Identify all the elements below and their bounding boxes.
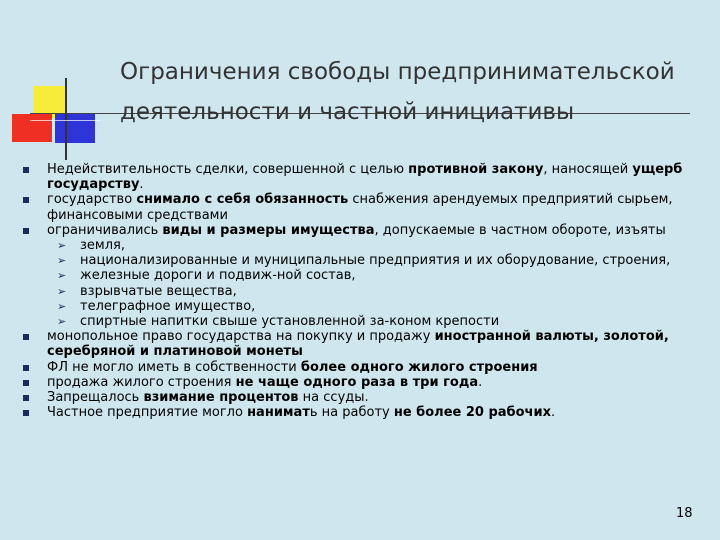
sub-item-text: земля, bbox=[80, 238, 125, 254]
square-bullet-icon bbox=[23, 410, 29, 416]
square-bullet-icon bbox=[23, 380, 29, 386]
item-text: , наносящей bbox=[543, 162, 633, 177]
item-text: Запрещалось bbox=[47, 390, 144, 406]
square-bullet-icon bbox=[23, 365, 29, 371]
item-text: монопольное право государства на покупку и продажу bbox=[47, 329, 435, 345]
square-bullet-icon bbox=[23, 228, 29, 234]
item-text: . bbox=[139, 177, 144, 193]
slide-title bbox=[120, 52, 710, 132]
list-item bbox=[20, 329, 692, 359]
item-text: Недействительность сделки, совершенной с целью bbox=[47, 162, 409, 177]
list-item bbox=[20, 405, 692, 420]
decor-vertical-line bbox=[65, 78, 67, 160]
list-item bbox=[20, 192, 692, 222]
list-item bbox=[20, 390, 692, 405]
sub-item-text: национализированные и муниципальные предприятия и их оборудование, строения, bbox=[80, 253, 671, 269]
item-bold-text: более одного жилого строения bbox=[300, 359, 538, 375]
page-number: 18 bbox=[676, 506, 693, 521]
square-bullet-icon bbox=[23, 167, 29, 173]
sub-list-item bbox=[20, 299, 692, 314]
slide-title-line-1: Ограничения свободы предпринимательской bbox=[120, 59, 675, 85]
item-text: , допускаемые в частном обороте, изъяты bbox=[374, 222, 666, 238]
sub-item-text: железные дороги и подвиж-ной состав, bbox=[80, 268, 356, 284]
decor-red-square bbox=[12, 114, 52, 142]
item-bold-text: виды и размеры имущества bbox=[162, 222, 375, 238]
list-item bbox=[20, 223, 692, 238]
decor-blue-square bbox=[55, 113, 95, 143]
sub-list-item bbox=[20, 284, 692, 299]
slide-title-line-2: деятельности и частной инициативы bbox=[120, 99, 575, 125]
item-text: продажа жилого строения bbox=[47, 374, 236, 390]
decor-horizontal-highlight bbox=[30, 120, 100, 121]
item-text: . bbox=[478, 374, 483, 390]
sub-list-item bbox=[20, 253, 692, 268]
sub-item-text: спиртные напитки свыше установленной за-коном крепости bbox=[80, 314, 500, 330]
list-item bbox=[20, 162, 692, 192]
sub-list-item bbox=[20, 268, 692, 283]
sub-list-item bbox=[20, 314, 692, 329]
bullet-list bbox=[20, 162, 692, 420]
item-bold-text: ущерб государству bbox=[47, 162, 683, 193]
item-bold-text: снимало с себя обязанность bbox=[136, 192, 349, 208]
item-text: на ссуды. bbox=[298, 390, 369, 406]
sub-list-item bbox=[20, 238, 692, 253]
square-bullet-icon bbox=[23, 197, 29, 203]
arrow-bullet-icon: ➢ bbox=[57, 299, 67, 313]
item-bold-text: противной закону bbox=[408, 162, 544, 177]
item-bold-text: взимание процентов bbox=[143, 390, 299, 406]
item-text: ФЛ не могло иметь в собственности bbox=[47, 359, 301, 375]
list-item bbox=[20, 360, 692, 375]
arrow-bullet-icon: ➢ bbox=[57, 284, 67, 298]
square-bullet-icon bbox=[23, 334, 29, 340]
item-text: государство bbox=[47, 192, 137, 208]
sub-item-text: телеграфное имущество, bbox=[80, 298, 256, 314]
arrow-bullet-icon: ➢ bbox=[57, 315, 67, 329]
sub-item-text: взрывчатые вещества, bbox=[80, 283, 237, 299]
item-bold-text: иностранной валюты, золотой, серебряной и платиновой монеты bbox=[47, 329, 669, 360]
arrow-bullet-icon: ➢ bbox=[57, 239, 67, 253]
item-text: снабжения арендуемых предприятий сырьем, финансовыми средствами bbox=[47, 192, 673, 223]
square-bullet-icon bbox=[23, 395, 29, 401]
item-text: ь на работу bbox=[309, 405, 394, 421]
list-item bbox=[20, 375, 692, 390]
arrow-bullet-icon: ➢ bbox=[57, 254, 67, 268]
item-text: . bbox=[550, 405, 556, 421]
item-bold-text: нанимат bbox=[247, 405, 310, 421]
item-bold-text: не более 20 рабочих bbox=[393, 405, 551, 421]
item-text: Частное предприятие могло bbox=[47, 405, 248, 421]
arrow-bullet-icon: ➢ bbox=[57, 269, 67, 283]
item-text: ограничивались bbox=[47, 222, 163, 238]
item-bold-text: не чаще одного раза в три года bbox=[235, 374, 479, 390]
